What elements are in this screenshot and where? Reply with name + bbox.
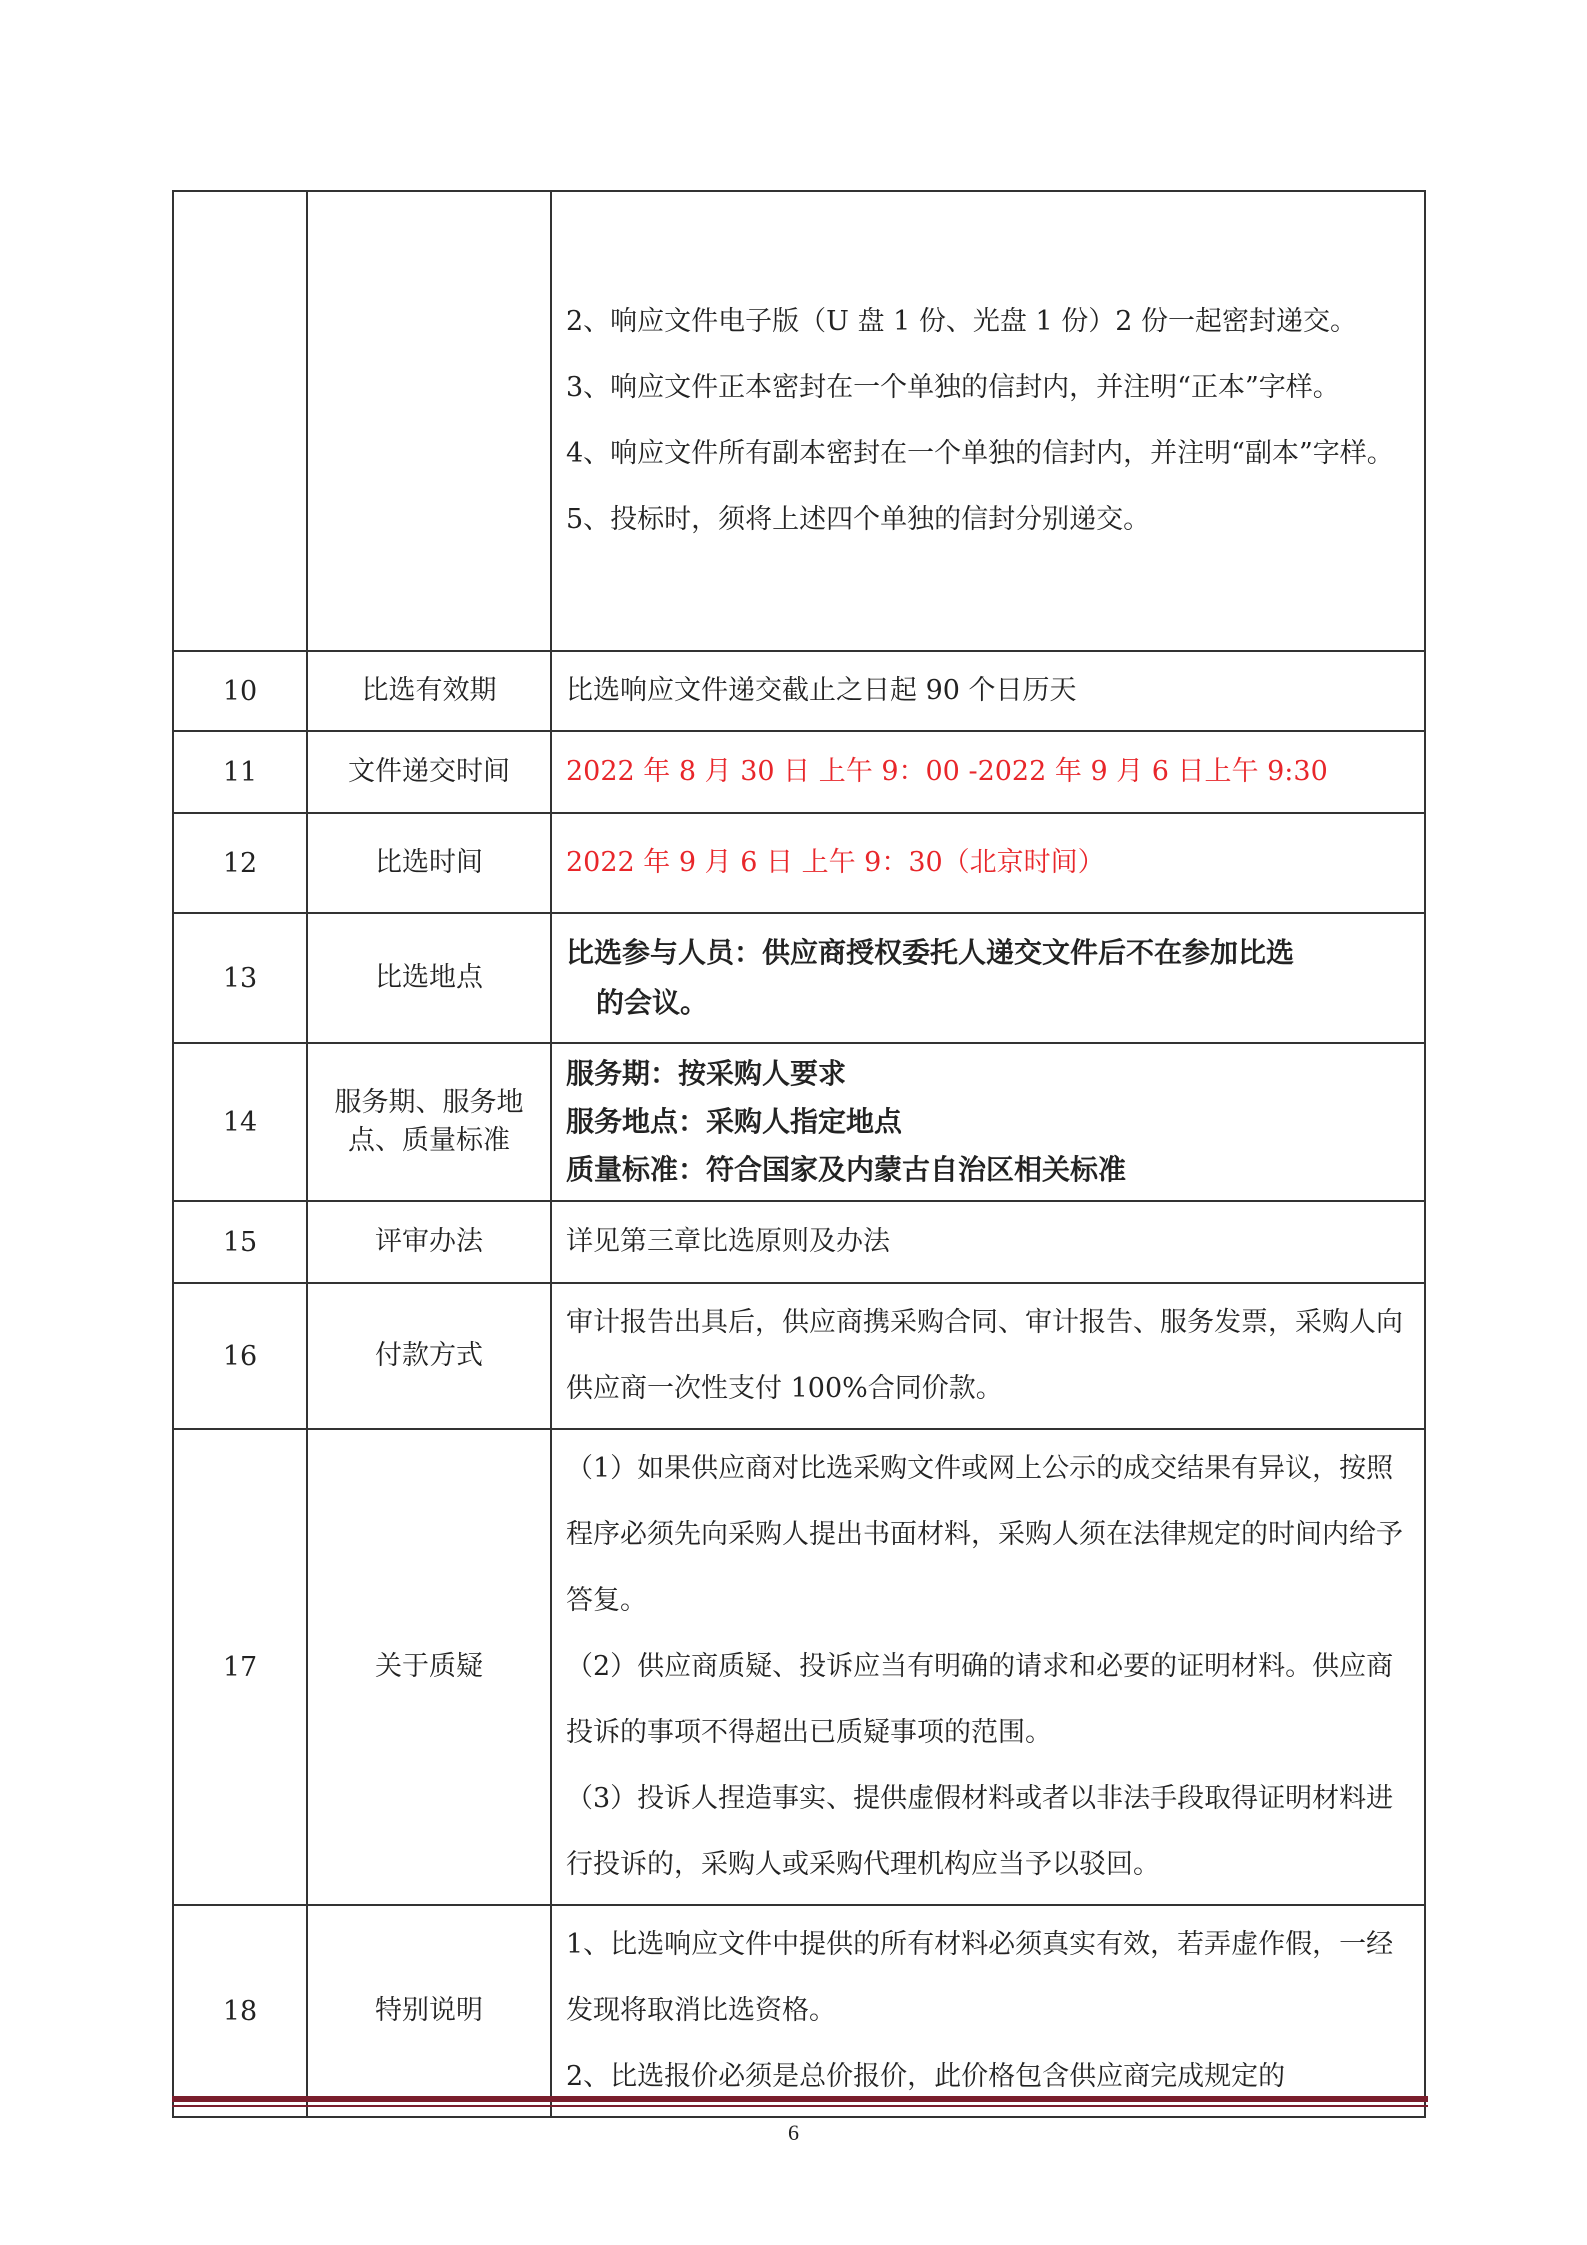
table-row (173, 1201, 1425, 1283)
row-item: 评审办法 (307, 1201, 551, 1283)
row-item: 付款方式 (307, 1283, 551, 1429)
table-row (173, 651, 1425, 731)
row-number: 10 (173, 651, 307, 731)
row-number: 15 (173, 1201, 307, 1283)
content-paragraph: 1、比选响应文件中提供的所有材料必须真实有效，若弄虚作假，一经发现将取消比选资格。 (566, 1929, 1394, 2026)
content-paragraph: 4、响应文件所有副本密封在一个单独的信封内，并注明“副本”字样。 (566, 438, 1394, 469)
content-paragraph: 服务地点：采购人指定地点 (566, 1105, 903, 1138)
content-paragraph: 2、比选报价必须是总价报价，此价格包含供应商完成规定的 (566, 2061, 1286, 2092)
content-paragraph: （1）如果供应商对比选采购文件或网上公示的成交结果有异议，按照程序必须先向采购人提出书面材料，采购人须在法律规定的时间内给予答复。 (566, 1453, 1403, 1616)
row-item: 比选时间 (307, 813, 551, 913)
selection-time: 2022 年 9 月 6 日 上午 9：30（北京时间） (551, 813, 1425, 913)
content-paragraph: 2、响应文件电子版（U 盘 1 份、光盘 1 份）2 份一起密封递交。 (566, 306, 1357, 337)
row-number: 16 (173, 1283, 307, 1429)
row-number: 11 (173, 731, 307, 813)
content-paragraph: 质量标准：符合国家及内蒙古自治区相关标准 (566, 1153, 1127, 1186)
footer-divider-thin (172, 2105, 1428, 2107)
table-row (173, 1429, 1425, 1905)
submission-time: 2022 年 8 月 30 日 上午 9：00 -2022 年 9 月 6 日上午 9:30 (551, 731, 1425, 813)
row-content (551, 1905, 1425, 2117)
table-row (173, 1043, 1425, 1201)
row-item: 文件递交时间 (307, 731, 551, 813)
table-row (173, 913, 1425, 1043)
table-row (173, 1283, 1425, 1429)
content-paragraph: 服务期：按采购人要求 (566, 1057, 847, 1090)
content-paragraph: （2）供应商质疑、投诉应当有明确的请求和必要的证明材料。供应商投诉的事项不得超出已质疑事项的范围。 (566, 1651, 1394, 1748)
row-item: 关于质疑 (307, 1429, 551, 1905)
table-row (173, 1905, 1425, 2117)
row-item: 服务期、服务地点、质量标准 (307, 1043, 551, 1201)
content-paragraph: 比选参与人员：供应商授权委托人递交文件后不在参加比选 (566, 936, 1295, 969)
bid-info-table (172, 190, 1426, 2118)
row-item: 比选地点 (307, 913, 551, 1043)
row-item (307, 191, 551, 651)
table-row (173, 813, 1425, 913)
row-content: 详见第三章比选原则及办法 (551, 1201, 1425, 1283)
row-content (551, 191, 1425, 651)
row-number: 14 (173, 1043, 307, 1201)
content-paragraph: （3）投诉人捏造事实、提供虚假材料或者以非法手段取得证明材料进行投诉的，采购人或采购代理机构应当予以驳回。 (566, 1783, 1394, 1880)
content-paragraph: 3、响应文件正本密封在一个单独的信封内，并注明“正本”字样。 (566, 372, 1340, 403)
content-paragraph: 的会议。 (596, 986, 709, 1019)
page-number: 6 (788, 2120, 799, 2145)
row-number (173, 191, 307, 651)
row-content: 比选响应文件递交截止之日起 90 个日历天 (551, 651, 1425, 731)
row-content: 审计报告出具后，供应商携采购合同、审计报告、服务发票，采购人向供应商一次性支付 100%合同价款。 (551, 1283, 1425, 1429)
table-row (173, 731, 1425, 813)
row-content (551, 1043, 1425, 1201)
row-number: 13 (173, 913, 307, 1043)
row-number: 17 (173, 1429, 307, 1905)
row-item: 比选有效期 (307, 651, 551, 731)
row-number: 18 (173, 1905, 307, 2117)
row-content (551, 1429, 1425, 1905)
content-paragraph: 5、投标时，须将上述四个单独的信封分别递交。 (566, 504, 1151, 535)
row-item: 特别说明 (307, 1905, 551, 2117)
row-content (551, 913, 1425, 1043)
table-row (173, 191, 1425, 651)
footer-divider (172, 2096, 1428, 2102)
row-number: 12 (173, 813, 307, 913)
